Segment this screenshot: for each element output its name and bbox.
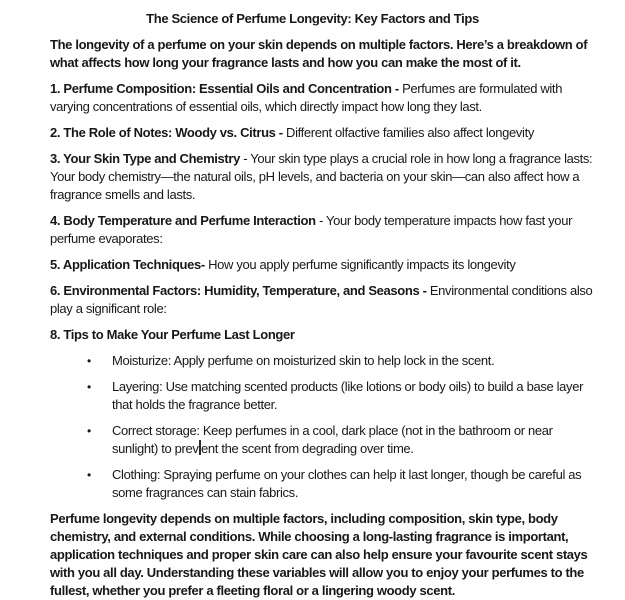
factor-2-text[interactable]: Different olfactive families also affect longevity [286,125,534,140]
conclusion-paragraph[interactable]: Perfume longevity depends on multiple factors, including composition, skin type, body chemistry, and external conditions. While choosing a long-lasting fragrance is important, application techniques and proper skin care can also help ensure your favourite scent stays with you all day. Understanding these variables will allow you to enjoy your perfumes to the fullest, whether you prefer a fleeting floral or a lingering woody scent. [50,511,588,598]
factor-1-text[interactable]: Perfumes are formulated with varying concentrations of essential oils, which directly impact how long they last. [50,81,563,114]
factor-6-text[interactable]: Environmental conditions also play a significant role: [50,283,593,316]
tip-text[interactable]: Layering: Use matching scented products (like lotions or body oils) to build a base layer that holds the fragrance better. [112,379,584,412]
tip-text-before-cursor[interactable]: Correct storage: Keep perfumes in a cool, dark place (not in the bathroom or near sunlight) to prev [112,423,553,456]
factor-item-6[interactable] [50,282,595,318]
factor-1-lead[interactable]: 1. Perfume Composition: Essential Oils and Concentration - [50,81,403,96]
bullet-icon: • [87,468,91,482]
factor-5-lead[interactable]: 5. Application Techniques- [50,257,205,272]
bullet-icon: • [87,354,91,368]
bullet-icon: • [87,380,91,394]
factor-item-5[interactable] [50,256,595,274]
factor-item-2[interactable] [50,124,595,142]
factor-3-text[interactable]: - Your skin type plays a crucial role in how long a fragrance lasts: Your body chemistry—the natural oils, pH levels, and bacteria on your skin—can also affect how a fragrance smells and lasts. [50,151,593,202]
tip-item-correct-storage[interactable] [87,422,595,458]
tip-text[interactable]: Clothing: Spraying perfume on your clothes can help it last longer, though be careful as some fragrances can stain fabrics. [112,467,582,500]
tip-item-moisturize[interactable] [87,352,595,370]
doc-title[interactable]: The Science of Perfume Longevity: Key Factors and Tips [146,11,479,26]
factor-5-text[interactable]: How you apply perfume significantly impacts its longevity [204,257,516,272]
tips-heading[interactable]: 8. Tips to Make Your Perfume Last Longer [50,327,295,342]
factor-3-lead[interactable]: 3. Your Skin Type and Chemistry [50,151,240,166]
factor-6-lead[interactable]: 6. Environmental Factors: Humidity, Temperature, and Seasons - [50,283,430,298]
factor-4-text[interactable]: - Your body temperature impacts how fast your perfume evaporates: [50,213,573,246]
factor-item-1[interactable] [50,80,595,116]
factor-2-lead[interactable]: 2. The Role of Notes: Woody vs. Citrus - [50,125,287,140]
tip-text-after-cursor[interactable]: ent the scent from degrading over time. [201,441,414,456]
factor-item-3[interactable] [50,150,595,204]
tip-item-layering[interactable] [87,378,595,414]
factor-item-4[interactable] [50,212,595,248]
tip-item-clothing[interactable] [87,466,595,502]
bullet-icon: • [87,424,91,438]
factor-4-lead[interactable]: 4. Body Temperature and Perfume Interaction [50,213,316,228]
intro-paragraph[interactable]: The longevity of a perfume on your skin depends on multiple factors. Here’s a breakdown of what affects how long your fragrance lasts and how you can make the most of it. [50,37,588,70]
tips-list [50,352,595,502]
tip-text[interactable]: Moisturize: Apply perfume on moisturized skin to help lock in the scent. [112,353,495,368]
